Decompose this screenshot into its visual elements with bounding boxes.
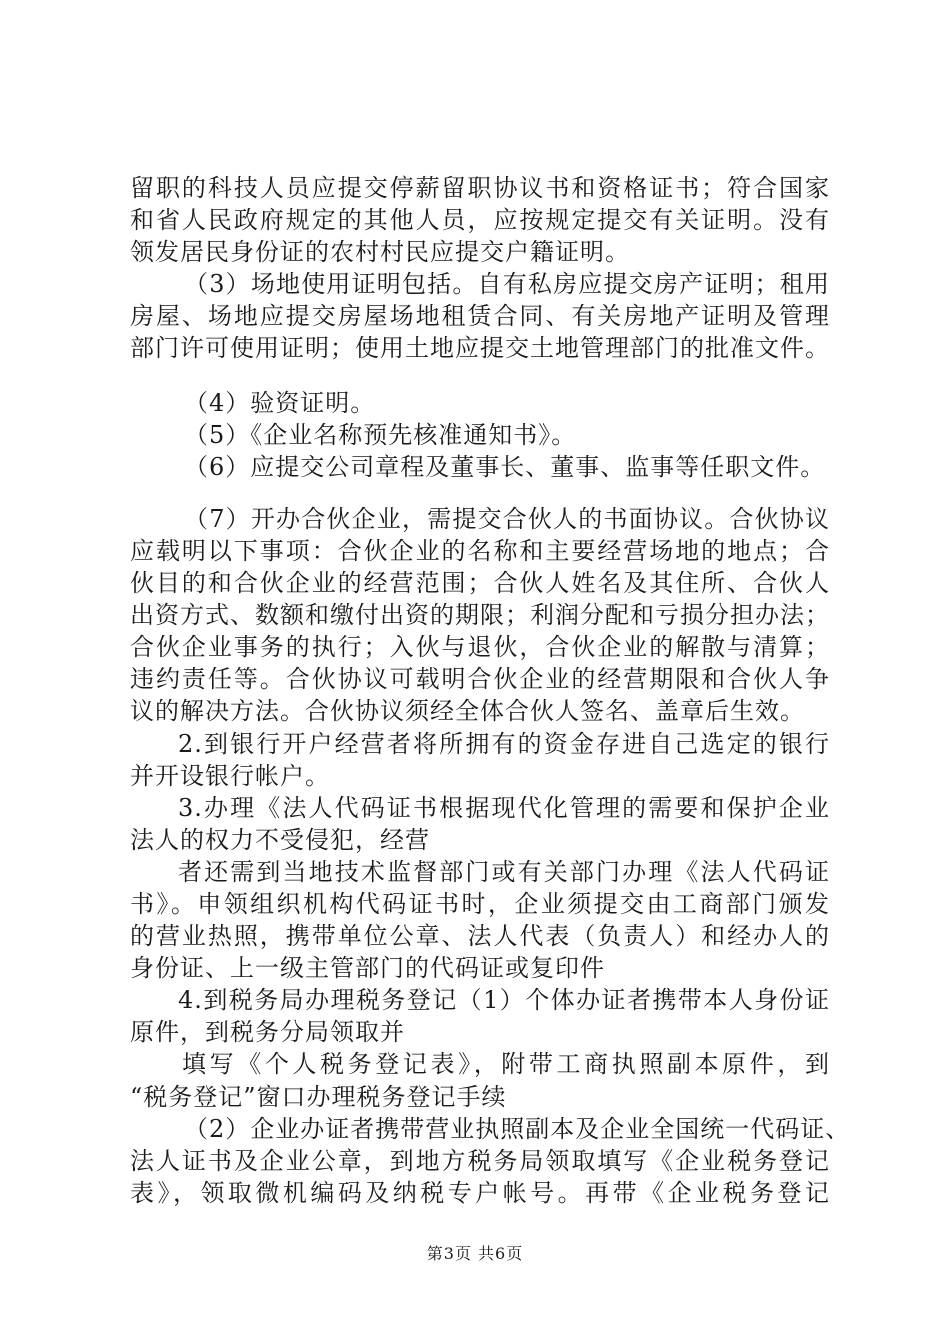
text-line: 者还需到当地技术监督部门或有关部门办理《法人代码证	[178, 857, 830, 886]
text-line: 原件，到税务分局领取并	[130, 1018, 405, 1047]
text-line: 合伙企业事务的执行；入伙与退伙，合伙企业的解散与清算；	[130, 633, 830, 662]
text-line: 身份证、上一级主管部门的代码证或复印件	[130, 954, 605, 983]
text-line: （6）应提交公司章程及董事长、董事、监事等任职文件。	[184, 452, 826, 481]
text-line: 领发居民身份证的农村村民应提交户籍证明。	[130, 238, 630, 267]
document-body	[130, 172, 851, 1209]
text-line: 和省人民政府规定的其他人员，应按规定提交有关证明。没有	[130, 206, 830, 235]
text-line: 4.到税务局办理税务登记（1）个体办证者携带本人身份证	[178, 986, 830, 1015]
text-line: 书》。申领组织机构代码证书时，企业须提交由工商部门颁发	[130, 889, 830, 918]
text-line: 法人的权力不受侵犯，经营	[130, 825, 430, 854]
text-line: 房屋、场地应提交房屋场地租赁合同、有关房地产证明及管理	[130, 302, 830, 331]
text-line: 3.办理《法人代码证书根据现代化管理的需要和保护企业	[178, 793, 830, 822]
text-line: 2.到银行开户经营者将所拥有的资金存进自己选定的银行	[178, 729, 830, 758]
text-line: （3）场地使用证明包括。自有私房应提交房产证明；租用	[184, 270, 830, 299]
text-line: 应载明以下事项：合伙企业的名称和主要经营场地的地点；合	[130, 536, 830, 565]
paragraph-gap	[130, 483, 830, 503]
text-line: （4）验资证明。	[184, 388, 376, 417]
text-line: 表》，领取微机编码及纳税专户帐号。再带《企业税务登记	[130, 1178, 830, 1207]
text-line: （7）开办合伙企业，需提交合伙人的书面协议。合伙协议	[184, 504, 830, 533]
text-line: 出资方式、数额和缴付出资的期限；利润分配和亏损分担办法；	[130, 601, 830, 630]
text-line: 议的解决方法。合伙协议须经全体合伙人签名、盖章后生效。	[130, 697, 805, 726]
text-line: 并开设银行帐户。	[130, 761, 330, 790]
text-line: “税务登记”窗口办理税务登记手续	[130, 1082, 507, 1111]
text-line: 留职的科技人员应提交停薪留职协议书和资格证书；符合国家	[130, 174, 830, 202]
text-line: （2）企业办证者携带营业执照副本及企业全国统一代码证、	[184, 1114, 851, 1143]
text-line: 违约责任等。合伙协议可载明合伙企业的经营期限和合伙人争	[130, 665, 830, 694]
text-line: 的营业热照，携带单位公章、法人代表（负责人）和经办人的	[130, 922, 830, 951]
text-line: 法人证书及企业公章，到地方税务局领取填写《企业税务登记	[130, 1146, 830, 1175]
text-line: 伙目的和合伙企业的经营范围；合伙人姓名及其住所、合伙人	[130, 569, 830, 598]
text-line: 填写《个人税务登记表》，附带工商执照副本原件，到	[182, 1050, 830, 1079]
page-number: 第3页 共6页	[426, 1244, 524, 1263]
paragraph-gap	[130, 365, 830, 387]
text-line: （5）《企业名称预先核准通知书》。	[184, 420, 577, 449]
text-line: 部门许可使用证明；使用土地应提交土地管理部门的批准文件。	[130, 334, 830, 363]
